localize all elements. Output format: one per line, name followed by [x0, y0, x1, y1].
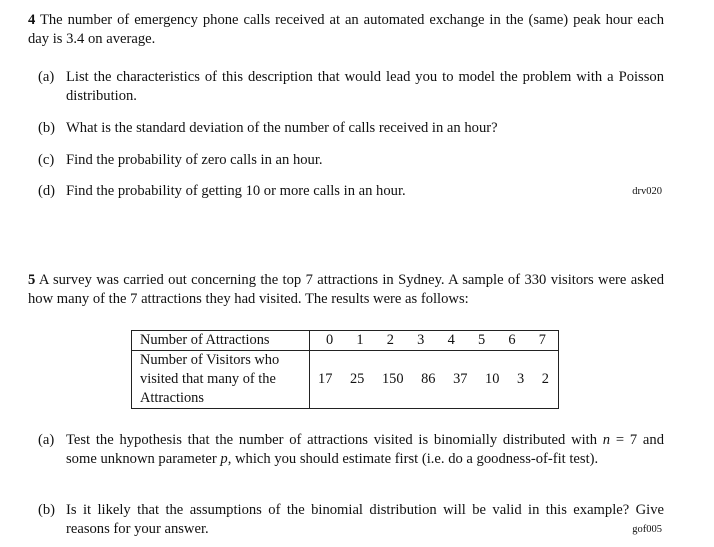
table-attractions-values	[310, 331, 559, 351]
visitor-value: 25	[349, 371, 365, 387]
part-text: Find the probability of getting 10 or more calls in an hour.	[66, 183, 406, 199]
attraction-value: 1	[356, 332, 364, 348]
question-5-text: A survey was carried out concerning the top 7 attractions in Sydney. A sample of 330 visitors were asked how many of the 7 attractions they had visited. The results were as follows:	[28, 272, 664, 307]
question-4-number: 4	[28, 12, 36, 28]
part-label: (b)	[38, 502, 56, 518]
visitor-value: 2	[541, 371, 549, 387]
attractions-table	[131, 330, 559, 409]
question-5-part-a	[38, 431, 664, 469]
question-5-code: gof005	[632, 524, 662, 535]
table-visitor-values	[310, 351, 559, 409]
question-4-stem	[28, 11, 664, 49]
question-4-code: drv020	[632, 186, 662, 197]
question-4-part-a	[38, 68, 664, 106]
visitor-value: 150	[381, 371, 404, 387]
part-text: What is the standard deviation of the number of calls received in an hour?	[66, 120, 498, 136]
attraction-value: 0	[326, 332, 334, 348]
question-4-part-b	[38, 119, 664, 138]
table-header-row	[132, 331, 559, 351]
question-4-part-c	[38, 151, 664, 170]
variable-n: n	[602, 432, 611, 448]
question-5-stem	[28, 271, 664, 309]
attraction-value: 4	[447, 332, 455, 348]
attraction-value: 2	[386, 332, 394, 348]
part-label: (b)	[38, 120, 56, 136]
visitor-value: 3	[517, 371, 525, 387]
part-text: List the characteristics of this description that would lead you to model the problem with a Poisson distribution.	[66, 69, 664, 104]
part-label: (a)	[38, 432, 55, 448]
visitor-value: 37	[453, 371, 468, 387]
table-row-label: Number of Visitors who visited that many of the Attractions	[132, 351, 310, 409]
attraction-value: 5	[477, 332, 486, 348]
question-5-number: 5	[28, 272, 36, 288]
variable-p: p	[220, 451, 228, 467]
part-text: Find the probability of zero calls in an hour.	[66, 152, 323, 168]
part-text: Test the hypothesis that the number of attractions visited is binomially distributed with n = 7 and some unknown parameter p, which you should estimate first (i.e. do a goodness-of-fit test).	[66, 432, 664, 467]
visitor-value: 10	[485, 371, 500, 387]
visitor-value: 86	[421, 371, 436, 387]
attraction-value: 3	[417, 332, 425, 348]
part-label: (a)	[38, 69, 55, 85]
part-text: Is it likely that the assumptions of the binomial distribution will be valid in this example? Give reasons for your answer.	[66, 502, 664, 537]
part-label: (d)	[38, 183, 56, 199]
attraction-value: 6	[508, 332, 516, 348]
visitor-value: 17	[318, 371, 333, 387]
question-5-part-b	[38, 501, 664, 539]
question-4-part-d	[38, 182, 664, 201]
part-label: (c)	[38, 152, 55, 168]
table-body-row	[132, 351, 559, 409]
question-4-text: The number of emergency phone calls received at an automated exchange in the (same) peak hour each day is 3.4 on average.	[28, 12, 664, 47]
table-header-label: Number of Attractions	[132, 331, 310, 351]
attraction-value: 7	[538, 332, 546, 348]
